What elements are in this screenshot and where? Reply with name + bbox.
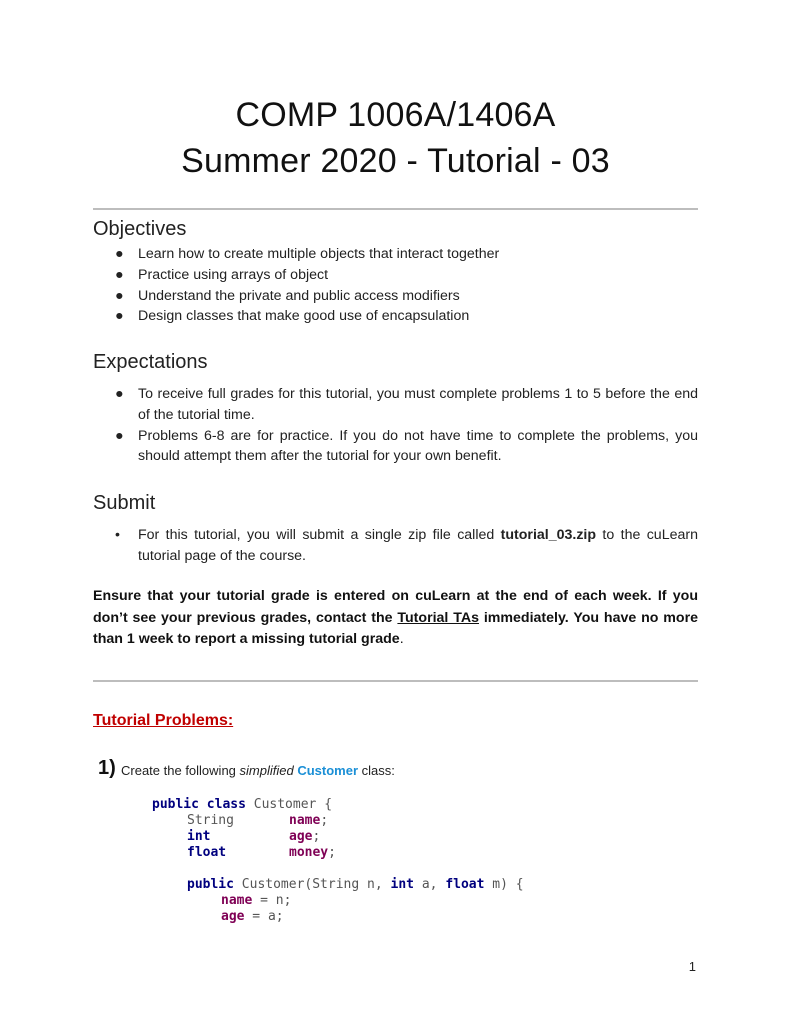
tutorial-problems-heading: Tutorial Problems: (93, 712, 234, 729)
section-divider (93, 208, 698, 210)
bullet-icon: • (115, 527, 120, 543)
class-name: Customer (297, 763, 359, 778)
list-item: ● Learn how to create multiple objects that interact together (138, 244, 698, 265)
list-item: • For this tutorial, you will submit a single zip file called tutorial_03.zip to the cuLearn tutorial page of the course. (115, 527, 698, 564)
code-line: public class Customer { (152, 797, 333, 812)
grade-notice: Ensure that your tutorial grade is entered on cuLearn at the end of each week. If you don’t see your previous grades, contact the Tutorial TAs immediately. You have no more than 1 week to report a missing tutorial grade. (93, 588, 699, 647)
list-item: ● Problems 6-8 are for practice. If you do not have time to complete the problems, you should attempt them after the tutorial for your own benefit. (115, 427, 698, 465)
page-title-line2: Summer 2020 - Tutorial - 03 (181, 142, 610, 180)
tutorial-tas-link[interactable]: Tutorial TAs (397, 609, 479, 626)
objectives-heading: Objectives (93, 218, 187, 240)
expectations-heading: Expectations (93, 351, 208, 373)
code-line: String name; (187, 813, 329, 828)
submit-heading: Submit (93, 492, 156, 514)
page-number: 1 (688, 959, 696, 974)
zip-filename: tutorial_03.zip (500, 527, 597, 543)
list-item: ● Practice using arrays of object (138, 265, 698, 286)
problem-1-text: Create the following simplified Customer class: (121, 763, 395, 778)
code-line: int age; (187, 829, 321, 844)
bullet-icon: ● (115, 287, 124, 304)
code-line: public Customer(String n, int a, float m) { (187, 877, 524, 892)
list-item: ● Design classes that make good use of encapsulation (138, 306, 698, 327)
section-divider (93, 680, 698, 682)
bullet-icon: ● (115, 246, 124, 262)
bullet-icon: ● (115, 386, 124, 402)
problem-number: 1) (98, 757, 116, 779)
objectives-list (115, 244, 698, 327)
code-line: float money; (187, 845, 336, 860)
bullet-icon: ● (115, 266, 124, 283)
bullet-icon: ● (115, 427, 124, 444)
expectations-list (115, 384, 698, 467)
page-title-line1: COMP 1006A/1406A (235, 96, 556, 134)
code-line: age = a; (221, 909, 284, 924)
submit-list (115, 525, 698, 567)
list-item: ● To receive full grades for this tutorial, you must complete problems 1 to 5 before the end of the tutorial time. (115, 386, 698, 423)
bullet-icon: ● (115, 308, 124, 325)
code-line: name = n; (221, 893, 292, 908)
list-item: ● Understand the private and public access modifiers (138, 286, 698, 307)
